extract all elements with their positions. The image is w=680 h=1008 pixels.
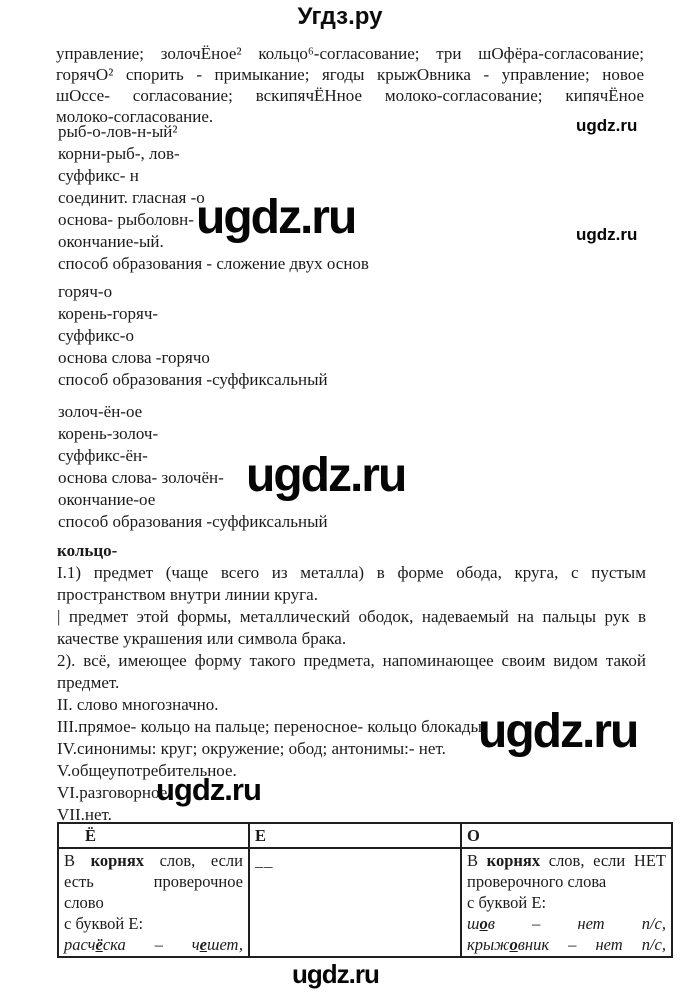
table-header-o: О xyxy=(461,823,672,848)
watermark-ugdz: ugdz.ru xyxy=(196,191,356,244)
analysis-line: соединит. гласная -о xyxy=(58,188,205,207)
analysis-line: основа слова -горячо xyxy=(58,348,210,367)
analysis-line: корень-золоч- xyxy=(58,424,159,443)
dictionary-entry-koltso xyxy=(57,540,646,826)
dictionary-line: IV.синонимы: круг; окружение; обод; антонимы:- нет. xyxy=(57,739,446,758)
dictionary-line: качестве украшения или символа брака. xyxy=(57,629,347,648)
cell-line: слово xyxy=(64,893,104,912)
analysis-line: основа- рыболовн- xyxy=(58,210,194,229)
cell-example: крыжовник – нет п/с, xyxy=(467,935,666,954)
analysis-line: золоч-ён-ое xyxy=(58,402,143,421)
analysis-line: способ образования - сложение двух основ xyxy=(58,254,369,273)
cell-example: шов – нет п/с, xyxy=(467,914,666,933)
intro-paragraph xyxy=(56,43,644,127)
cell-placeholder: __ xyxy=(255,851,274,870)
dictionary-line: пространством внутри линии круга. xyxy=(57,585,318,604)
cell-line: с буквой Е: xyxy=(467,893,547,912)
cell-line: В корнях слов, если xyxy=(64,851,243,870)
watermark-ugdz: ugdz.ru xyxy=(576,116,638,135)
table-cell-e xyxy=(249,848,461,957)
dictionary-line: V.общеупотребительное. xyxy=(57,761,237,780)
analysis-line: окончание-ый. xyxy=(58,232,164,251)
dictionary-line: VII.нет. xyxy=(57,805,112,824)
page-title: Угдз.ру xyxy=(297,3,383,30)
dictionary-line: II. слово многозначно. xyxy=(57,695,219,714)
intro-line: шОссе- согласование; вскипячЁНное молоко-согласование; кипячЁное xyxy=(56,86,644,105)
table-header-row xyxy=(58,823,672,848)
analysis-line: корень-горяч- xyxy=(58,304,159,323)
spelling-table xyxy=(57,822,673,958)
analysis-line: основа слова- золочён- xyxy=(58,468,224,487)
watermark-ugdz: ugdz.ru xyxy=(576,225,638,244)
analysis-line: суффикс-ён- xyxy=(58,446,148,465)
dictionary-line: 2). всё, имеющее форму такого предмета, напоминающее своим видом такой xyxy=(57,651,646,670)
watermark-ugdz: ugdz.ru xyxy=(156,772,261,807)
word-analysis-goryacho xyxy=(58,281,646,391)
table-cell-yo xyxy=(58,848,249,957)
analysis-line: способ образования -суффиксальный xyxy=(58,370,328,389)
cell-example: расчёска – чешет, xyxy=(64,935,243,954)
intro-line: молоко-согласование. xyxy=(56,107,214,126)
table-header-yo: Ё xyxy=(58,823,249,848)
dictionary-headword: кольцо- xyxy=(57,541,118,560)
dictionary-line: | предмет этой формы, металлический ободок, надеваемый на пальцы рук в xyxy=(57,607,646,626)
dictionary-line: I.1) предмет (чаще всего из металла) в форме обода, круга, с пустым xyxy=(57,563,646,582)
table-cell-o xyxy=(461,848,672,957)
table-header-e: Е xyxy=(249,823,461,848)
intro-line: горячО² спорить - примыкание; ягоды крыжОвника - управление; новое xyxy=(56,65,644,84)
analysis-line: окончание-ое xyxy=(58,490,156,509)
cell-line: проверочного слова xyxy=(467,872,607,891)
watermark-ugdz: ugdz.ru xyxy=(292,959,379,989)
dictionary-line: VI.разговорное. xyxy=(57,783,172,802)
table-body-row xyxy=(58,848,672,957)
dictionary-line: предмет. xyxy=(57,673,120,692)
dictionary-line: III.прямое- кольцо на пальце; переносное- кольцо блокады. xyxy=(57,717,487,736)
cell-line: есть проверочное xyxy=(64,872,243,891)
intro-line: управление; золочЁное² кольцо⁶-согласование; три шОфёра-согласование; xyxy=(56,44,644,63)
analysis-line: способ образования -суффиксальный xyxy=(58,512,328,531)
analysis-line: корни-рыб-, лов- xyxy=(58,144,180,163)
cell-line: с буквой Е: xyxy=(64,914,144,933)
watermark-ugdz: ugdz.ru xyxy=(478,705,638,758)
cell-line: В корнях слов, если НЕТ xyxy=(467,851,666,870)
analysis-line: рыб-о-лов-н-ый² xyxy=(58,122,178,141)
analysis-line: суффикс- н xyxy=(58,166,139,185)
watermark-ugdz: ugdz.ru xyxy=(246,449,406,502)
analysis-line: суффикс-о xyxy=(58,326,134,345)
analysis-line: горяч-о xyxy=(58,282,113,301)
